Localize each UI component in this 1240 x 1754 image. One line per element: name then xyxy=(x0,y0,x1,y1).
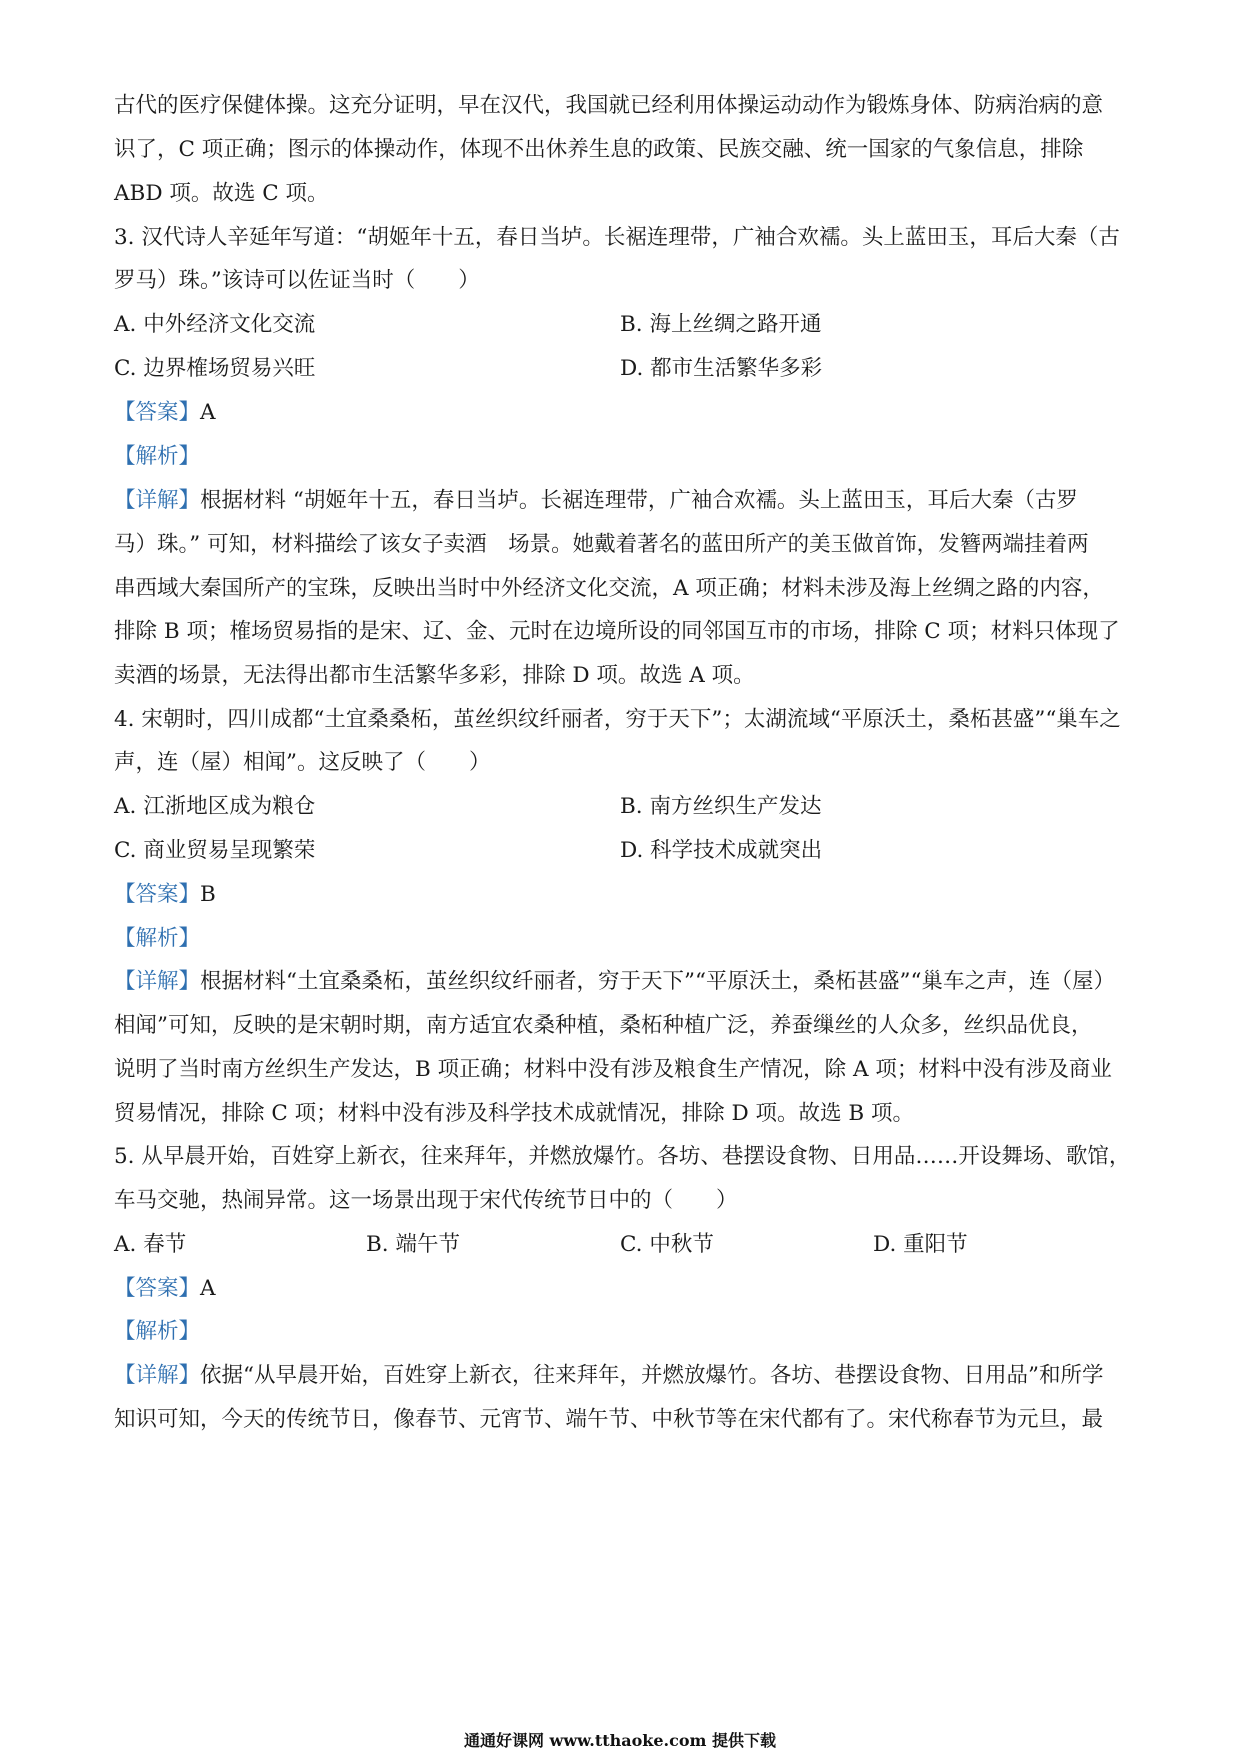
q5-stem-line-2: 车马交驰，热闹异常。这一场景出现于宋代传统节日中的（ ） xyxy=(114,1188,738,1213)
q5-option-b: B. 端午节 xyxy=(366,1232,460,1257)
intro-line-1: 古代的医疗保健体操。这充分证明，早在汉代，我国就已经利用体操运动动作为锻炼身体、防病治病的意 xyxy=(114,93,1104,118)
q3-detail-line-3: 串西域大秦国所产的宝珠，反映出当时中外经济文化交流，A 项正确；材料未涉及海上丝绸之路的内容， xyxy=(114,576,1104,601)
q3-option-a: A. 中外经济文化交流 xyxy=(114,312,316,337)
q4-detail-line-4: 贸易情况，排除 C 项；材料中没有涉及科学技术成就情况，排除 D 项。故选 B 项。 xyxy=(114,1101,914,1126)
q4-option-c: C. 商业贸易呈现繁荣 xyxy=(114,838,316,863)
q3-option-b: B. 海上丝绸之路开通 xyxy=(620,312,822,337)
q5-stem-line-1: 5. 从早晨开始，百姓穿上新衣，往来拜年，并燃放爆竹。各坊、巷摆设食物、日用品……开设舞场、歌馆， xyxy=(114,1144,1131,1169)
q3-detail-line-1 xyxy=(114,486,1130,516)
q5-option-d: D. 重阳节 xyxy=(873,1232,968,1257)
detail-text: 根据材料 “胡姬年十五，春日当垆。长裾连理带，广袖合欢襦。头上蓝田玉，耳后大秦（古罗 xyxy=(200,488,1078,513)
footer-watermark: 通通好课网 www.tthaoke.com 提供下载 xyxy=(463,1731,777,1750)
answer-tag: 【答案】 xyxy=(114,1276,201,1301)
q5-analysis-tag: 【解析】 xyxy=(114,1319,201,1344)
q5-detail-line-1 xyxy=(114,1361,1130,1391)
answer-tag: 【答案】 xyxy=(114,882,201,907)
intro-line-2: 识了，C 项正确；图示的体操动作，体现不出休养生息的政策、民族交融、统一国家的气象信息，排除 xyxy=(114,137,1084,162)
q3-detail-line-4: 排除 B 项；榷场贸易指的是宋、辽、金、元时在边境所设的同邻国互市的市场，排除 C 项；材料只体现了 xyxy=(114,619,1120,644)
q3-answer xyxy=(114,398,1130,428)
q3-option-c: C. 边界榷场贸易兴旺 xyxy=(114,356,316,381)
q4-option-d: D. 科学技术成就突出 xyxy=(620,838,823,863)
q5-option-c: C. 中秋节 xyxy=(620,1232,714,1257)
detail-text: 根据材料“土宜桑桑柘，茧丝织纹纤丽者，穷于天下”“平原沃土，桑柘甚盛”“巢车之声，连（屋） xyxy=(200,969,1115,994)
q4-detail-line-3: 说明了当时南方丝织生产发达，B 项正确；材料中没有涉及粮食生产情况，除 A 项；材料中没有涉及商业 xyxy=(114,1057,1112,1082)
q4-stem-line-1: 4. 宋朝时，四川成都“土宜桑桑柘，茧丝织纹纤丽者，穷于天下”；太湖流域“平原沃土，桑柘甚盛”“巢车之 xyxy=(114,707,1121,732)
answer-value: A xyxy=(200,400,216,425)
answer-value: A xyxy=(200,1276,216,1301)
answer-tag: 【答案】 xyxy=(114,400,201,425)
q3-stem-line-1: 3. 汉代诗人辛延年写道：“胡姬年十五，春日当垆。长裾连理带，广袖合欢襦。头上蓝田玉，耳后大秦（古 xyxy=(114,225,1120,250)
q3-analysis-tag: 【解析】 xyxy=(114,444,201,469)
q4-analysis-tag: 【解析】 xyxy=(114,926,201,951)
answer-value: B xyxy=(200,882,216,907)
q5-answer xyxy=(114,1274,1130,1304)
q5-detail-line-2: 知识可知，今天的传统节日，像春节、元宵节、端午节、中秋节等在宋代都有了。宋代称春节为元旦，最 xyxy=(114,1407,1104,1432)
q5-option-a: A. 春节 xyxy=(114,1232,187,1257)
detail-tag: 【详解】 xyxy=(114,1363,201,1388)
q4-answer xyxy=(114,880,1130,910)
intro-line-3: ABD 项。故选 C 项。 xyxy=(114,181,329,206)
q3-detail-line-5: 卖酒的场景，无法得出都市生活繁华多彩，排除 D 项。故选 A 项。 xyxy=(114,663,755,688)
q4-detail-line-2: 相闻”可知，反映的是宋朝时期，南方适宜农桑种植，桑柘种植广泛，养蚕缫丝的人众多，丝织品优良， xyxy=(114,1013,1093,1038)
q3-detail-line-2: 马）珠。” 可知，材料描绘了该女子卖酒 场景。她戴着著名的蓝田所产的美玉做首饰，发簪两端挂着两 xyxy=(114,532,1089,557)
q3-stem-line-2: 罗马）珠。”该诗可以佐证当时（ ） xyxy=(114,268,480,293)
q4-option-a: A. 江浙地区成为粮仓 xyxy=(114,794,316,819)
detail-text: 依据“从早晨开始，百姓穿上新衣，往来拜年，并燃放爆竹。各坊、巷摆设食物、日用品”和所学 xyxy=(200,1363,1104,1388)
detail-tag: 【详解】 xyxy=(114,488,201,513)
detail-tag: 【详解】 xyxy=(114,969,201,994)
q4-stem-line-2: 声，连（屋）相闻”。这反映了（ ） xyxy=(114,750,491,775)
q4-option-b: B. 南方丝织生产发达 xyxy=(620,794,822,819)
q3-option-d: D. 都市生活繁华多彩 xyxy=(620,356,823,381)
q4-detail-line-1 xyxy=(114,967,1130,997)
